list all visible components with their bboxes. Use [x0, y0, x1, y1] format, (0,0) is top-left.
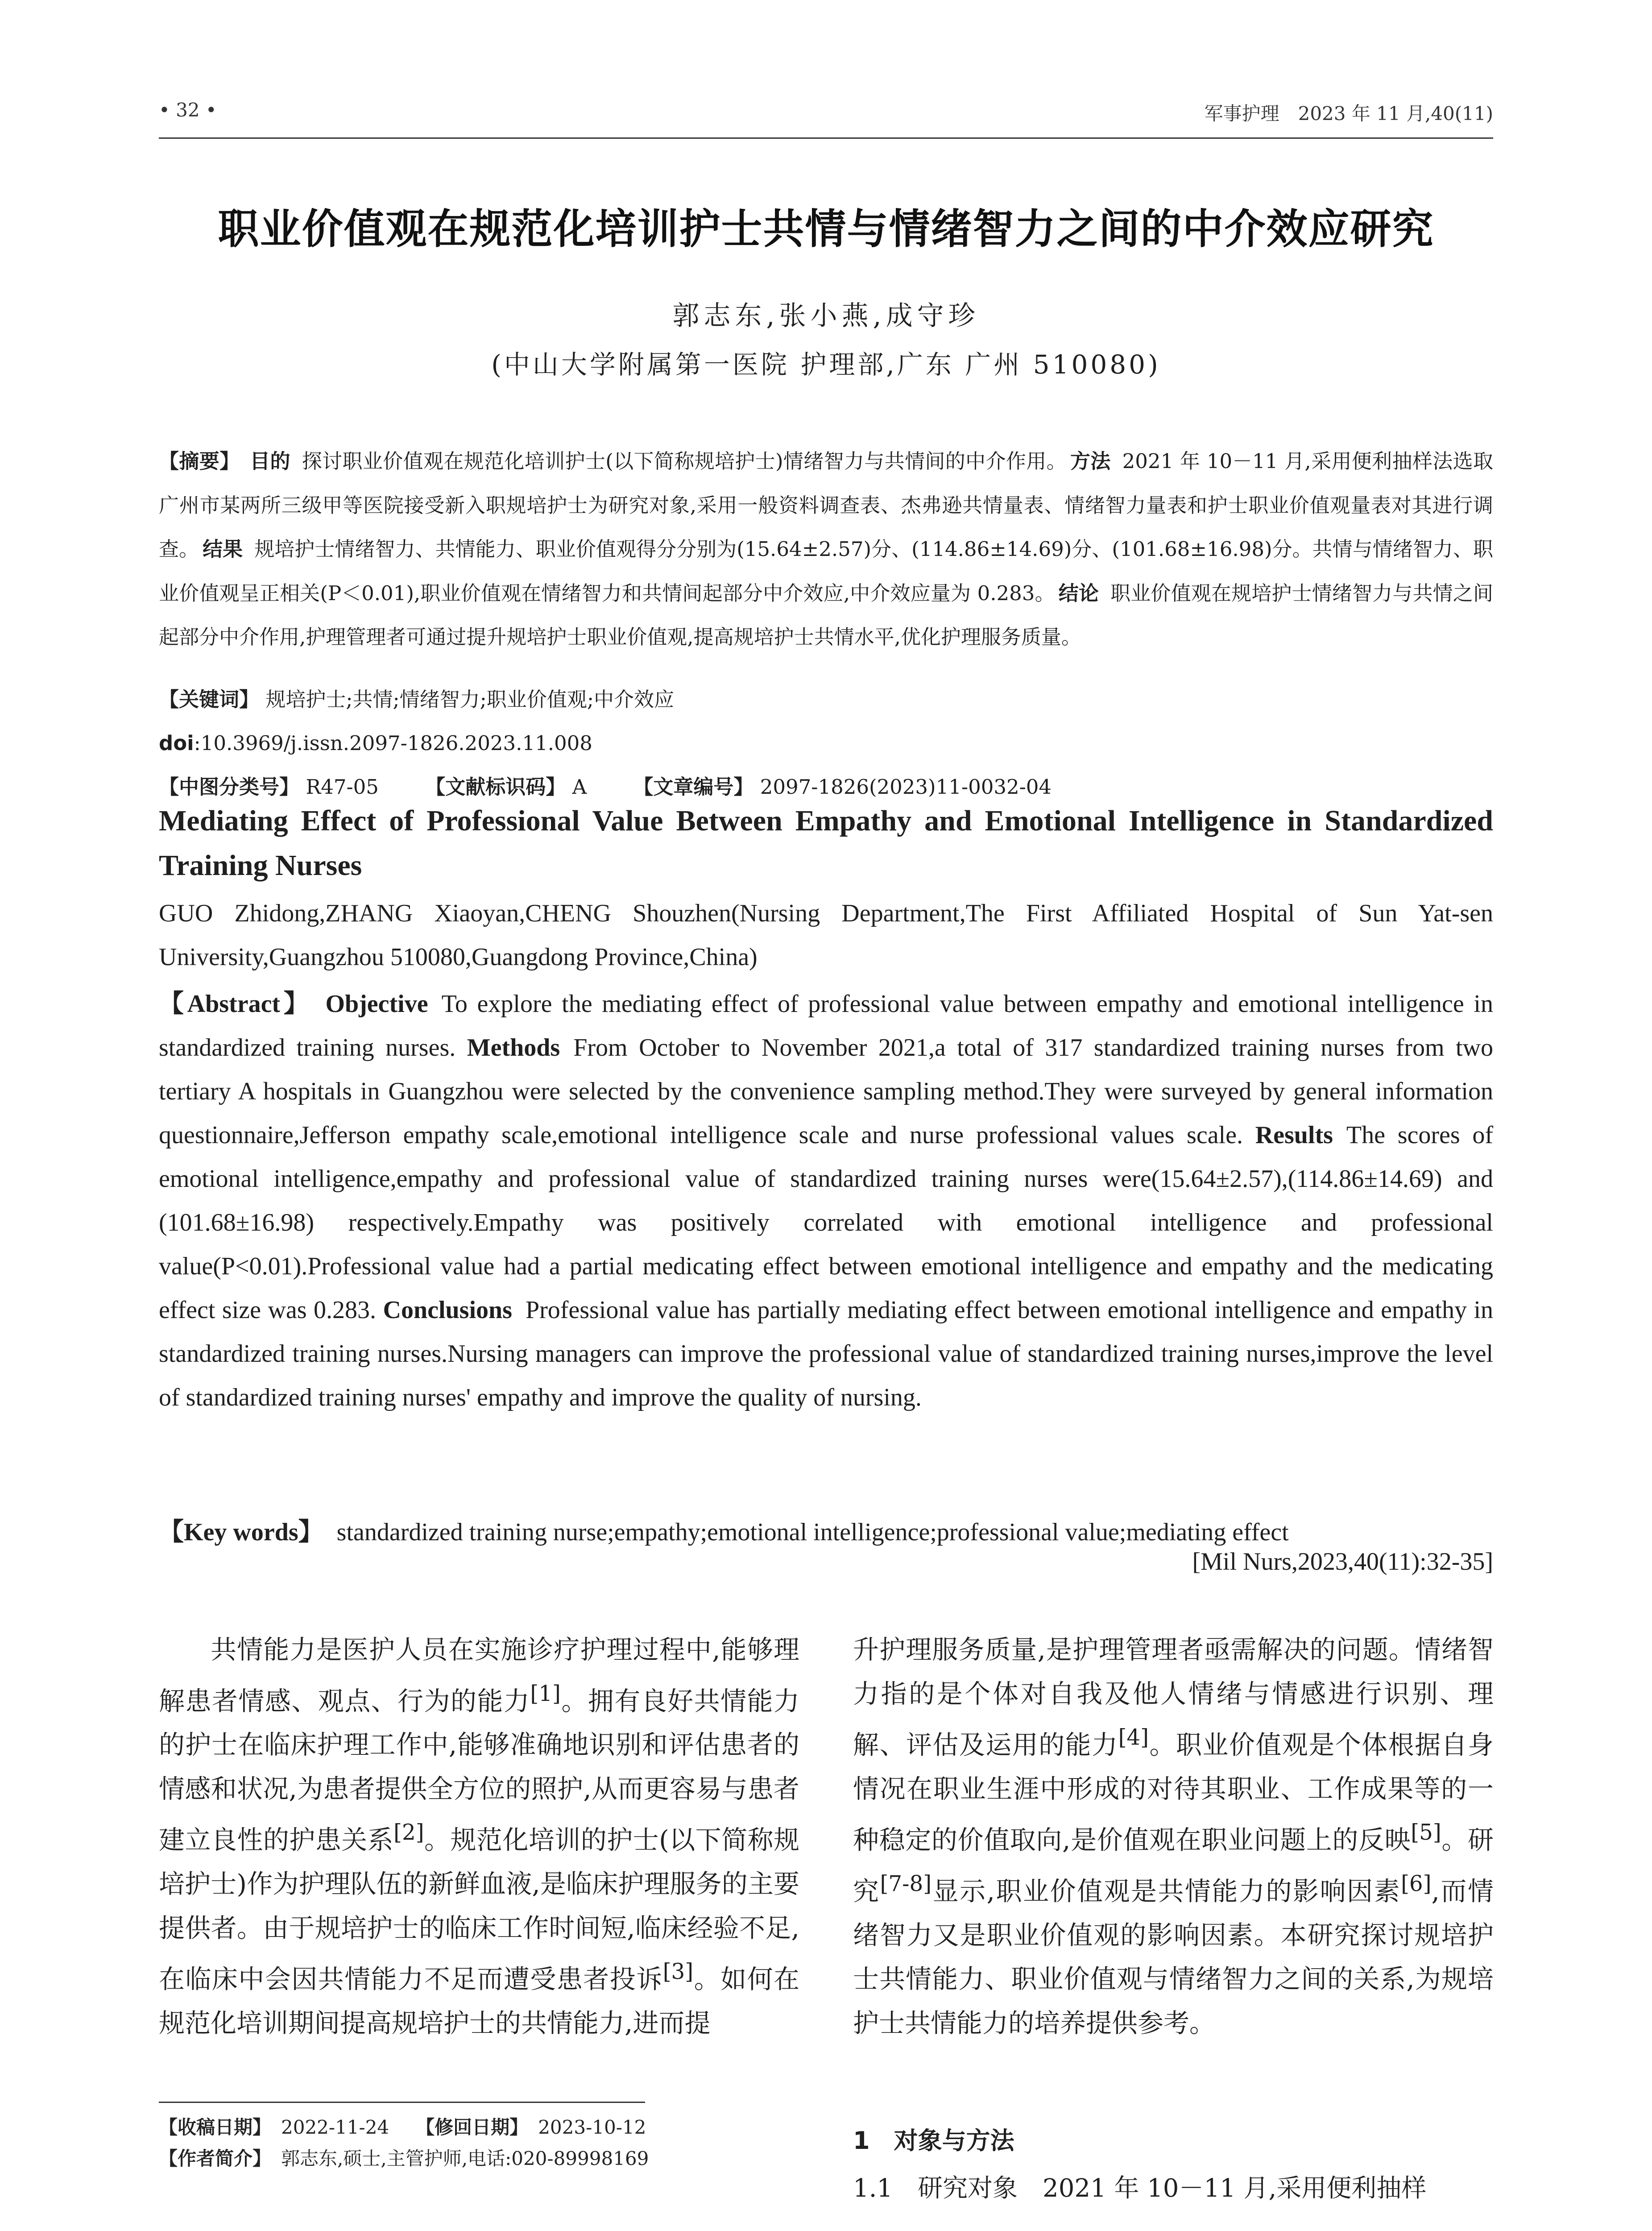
zh-conclusion-label: 结论: [1058, 581, 1099, 605]
body-text: 。职业价值观是个体根据自身情况在职业生涯中形成的对待其职业、工作成果等的一种稳定的价值取向,是价值观在职业问题上的反映: [853, 1729, 1494, 1855]
reference-mark[interactable]: [1]: [530, 1681, 561, 1706]
en-conclusion-label: Conclusions: [383, 1296, 512, 1324]
en-objective: To explore the mediating effect of professional value between empathy and emotional intelligence in standardized training nurses.: [159, 990, 1493, 1062]
body-text: 升护理服务质量,是护理管理者亟需解决的问题。情绪智力指的是个体对自我及他人情绪与情感进行识别、理解、评估及运用的能力: [853, 1634, 1494, 1760]
zh-objective: 探讨职业价值观在规范化培训护士(以下简称规培护士)情绪智力与共情间的中介作用。: [302, 449, 1067, 473]
en-abstract-label: 【Abstract】: [159, 990, 312, 1018]
author-bio: 郭志东,硕士,主管护师,电话:020-89998169: [281, 2148, 649, 2169]
en-results-label: Results: [1255, 1121, 1333, 1149]
reference-mark[interactable]: [4]: [1118, 1725, 1149, 1750]
clc-label: 【中图分类号】: [159, 775, 300, 799]
body-text: 。如何在规范化培训期间提高规培护士的共情能力,进而提: [159, 1964, 799, 2038]
doc-label: 【文献标识码】: [425, 775, 566, 799]
doi-label: doi: [159, 731, 194, 755]
zh-abstract-label: 【摘要】: [159, 449, 240, 473]
en-keywords-label: 【Key words】: [159, 1518, 323, 1546]
en-results: The scores of emotional intelligence,empathy and professional value of standardized training nurses were(15.64±2.57),(114.86±14.69) and (101.68±16.98) respectively.Empathy was positively correlated with emotional intelligence and professional value(P<0.01).Professional value had a partial medicating effect between emotional intelligence and empathy and the medicating effect size was 0.283.: [159, 1121, 1493, 1324]
article-title: 职业价值观在规范化培训护士共情与情绪智力之间的中介效应研究: [218, 205, 1434, 253]
english-authors: GUO Zhidong,ZHANG Xiaoyan,CHENG Shouzhen(Nursing Department,The First Affiliated Hospital of Sun Yat-sen University,Guangzhou 510080,Guangdong Province,China): [159, 900, 1493, 971]
article-no-label: 【文章编号】: [633, 775, 754, 799]
clc-value: R47-05: [306, 775, 379, 799]
zh-keywords-value: 规培护士;共情;情绪智力;职业价值观;中介效应: [265, 688, 674, 711]
citation: [Mil Nurs,2023,40(11):32-35]: [1192, 1548, 1493, 1576]
zh-abstract: [159, 440, 1493, 674]
footnote-rule: [159, 2102, 645, 2103]
reference-mark[interactable]: [6]: [1401, 1871, 1432, 1897]
en-objective-label: Objective: [325, 990, 428, 1018]
en-methods-label: Methods: [467, 1034, 560, 1062]
author-bio-label: 【作者简介】: [159, 2148, 272, 2169]
body-text: 。研究: [853, 1825, 1494, 1907]
doc-value: A: [572, 775, 587, 799]
footnote-author: [159, 2144, 649, 2171]
zh-results: 规培护士情绪智力、共情能力、职业价值观得分分别为(15.64±2.57)分、(114.86±14.69)分、(101.68±16.98)分。共情与情绪智力、职业价值观呈正相关(P＜0.01),职业价值观在情绪智力和共情间起部分中介效应,中介效应量为 0.283。: [159, 537, 1493, 605]
en-methods: From October to November 2021,a total of 317 standardized training nurses from two tertiary A hospitals in Guangzhou were selected by the convenience sampling method.They were surveyed by general information questionnaire,Jefferson empathy scale,emotional intelligence scale and nurse professional values scale.: [159, 1034, 1493, 1149]
header-rule: [159, 137, 1493, 139]
body-left-column: [159, 1628, 799, 2110]
reference-mark[interactable]: [3]: [662, 1959, 694, 1985]
reference-mark[interactable]: [5]: [1411, 1820, 1441, 1845]
revised-date: 2023-10-12: [538, 2116, 646, 2138]
english-title: Mediating Effect of Professional Value Between Empathy and Emotional Intelligence in Standardized Training Nurses: [159, 804, 1493, 882]
zh-keywords: [159, 678, 1493, 722]
zh-objective-label: 目的: [250, 449, 290, 473]
zh-conclusion: 职业价值观在规培护士情绪智力与共情之间起部分中介作用,护理管理者可通过提升规培护士职业价值观,提高规培护士共情水平,优化护理服务质量。: [159, 581, 1493, 649]
section-heading: 1 对象与方法: [853, 2127, 1014, 2155]
affiliation: (中山大学附属第一医院 护理部,广东 广州 510080): [491, 349, 1161, 380]
page-number: • 32 •: [159, 99, 217, 121]
reference-mark[interactable]: [2]: [393, 1820, 424, 1845]
zh-results-label: 结果: [203, 537, 243, 561]
zh-methods: 2021 年 10－11 月,采用便利抽样法选取广州市某两所三级甲等医院接受新入职规培护士为研究对象,采用一般资料调查表、杰弗逊共情量表、情绪智力量表和护士职业价值观量表对其进行调查。: [159, 449, 1493, 561]
received-label: 【收稿日期】: [159, 2116, 272, 2138]
body-text: ,而情绪智力又是职业价值观的影响因素。本研究探讨规培护士共情能力、职业价值观与情绪智力之间的关系,为规培护士共情能力的培养提供参考。: [853, 1876, 1494, 2038]
journal-issue: 军事护理 2023 年 11 月,40(11): [1204, 103, 1493, 124]
body-text: 。规范化培训的护士(以下简称规培护士)作为护理队伍的新鲜血液,是临床护理服务的主要提供者。由于规培护士的临床工作时间短,临床经验不足,在临床中会因共情能力不足而遭受患者投诉: [159, 1825, 799, 1995]
en-keywords-value: standardized training nurse;empathy;emotional intelligence;professional value;mediating effect: [336, 1518, 1289, 1546]
received-date: 2022-11-24: [281, 2116, 389, 2138]
body-right-column: [853, 1628, 1494, 2110]
doi-value: :10.3969/j.issn.2097-1826.2023.11.008: [194, 731, 592, 755]
body-text: 。拥有良好共情能力的护士在临床护理工作中,能够准确地识别和评估患者的情感和状况,为患者提供全方位的照护,从而更容易与患者建立良性的护患关系: [159, 1685, 799, 1855]
revised-label: 【修回日期】: [416, 2116, 529, 2138]
body-text: 显示,职业价值观是共情能力的影响因素: [932, 1876, 1401, 1907]
article-no-value: 2097-1826(2023)11-0032-04: [760, 775, 1052, 799]
footnote-dates: [159, 2113, 646, 2140]
zh-methods-label: 方法: [1070, 449, 1111, 473]
zh-keywords-label: 【关键词】: [159, 688, 260, 711]
body-text: 共情能力是医护人员在实施诊疗护理过程中,能够理解患者情感、观点、行为的能力: [159, 1634, 799, 1716]
english-abstract: [159, 982, 1493, 1508]
subsection-text: 1.1 研究对象 2021 年 10－11 月,采用便利抽样: [853, 2174, 1427, 2203]
en-conclusion: Professional value has partially mediating effect between emotional intelligence and empathy in standardized training nurses.Nursing managers can improve the professional value of standardized training nurses,improve the level of standardized training nurses' empathy and improve the quality of nursing.: [159, 1296, 1493, 1411]
authors: 郭志东,张小燕,成守珍: [672, 300, 980, 332]
doi: [159, 722, 1493, 766]
reference-mark[interactable]: [7-8]: [880, 1871, 932, 1897]
